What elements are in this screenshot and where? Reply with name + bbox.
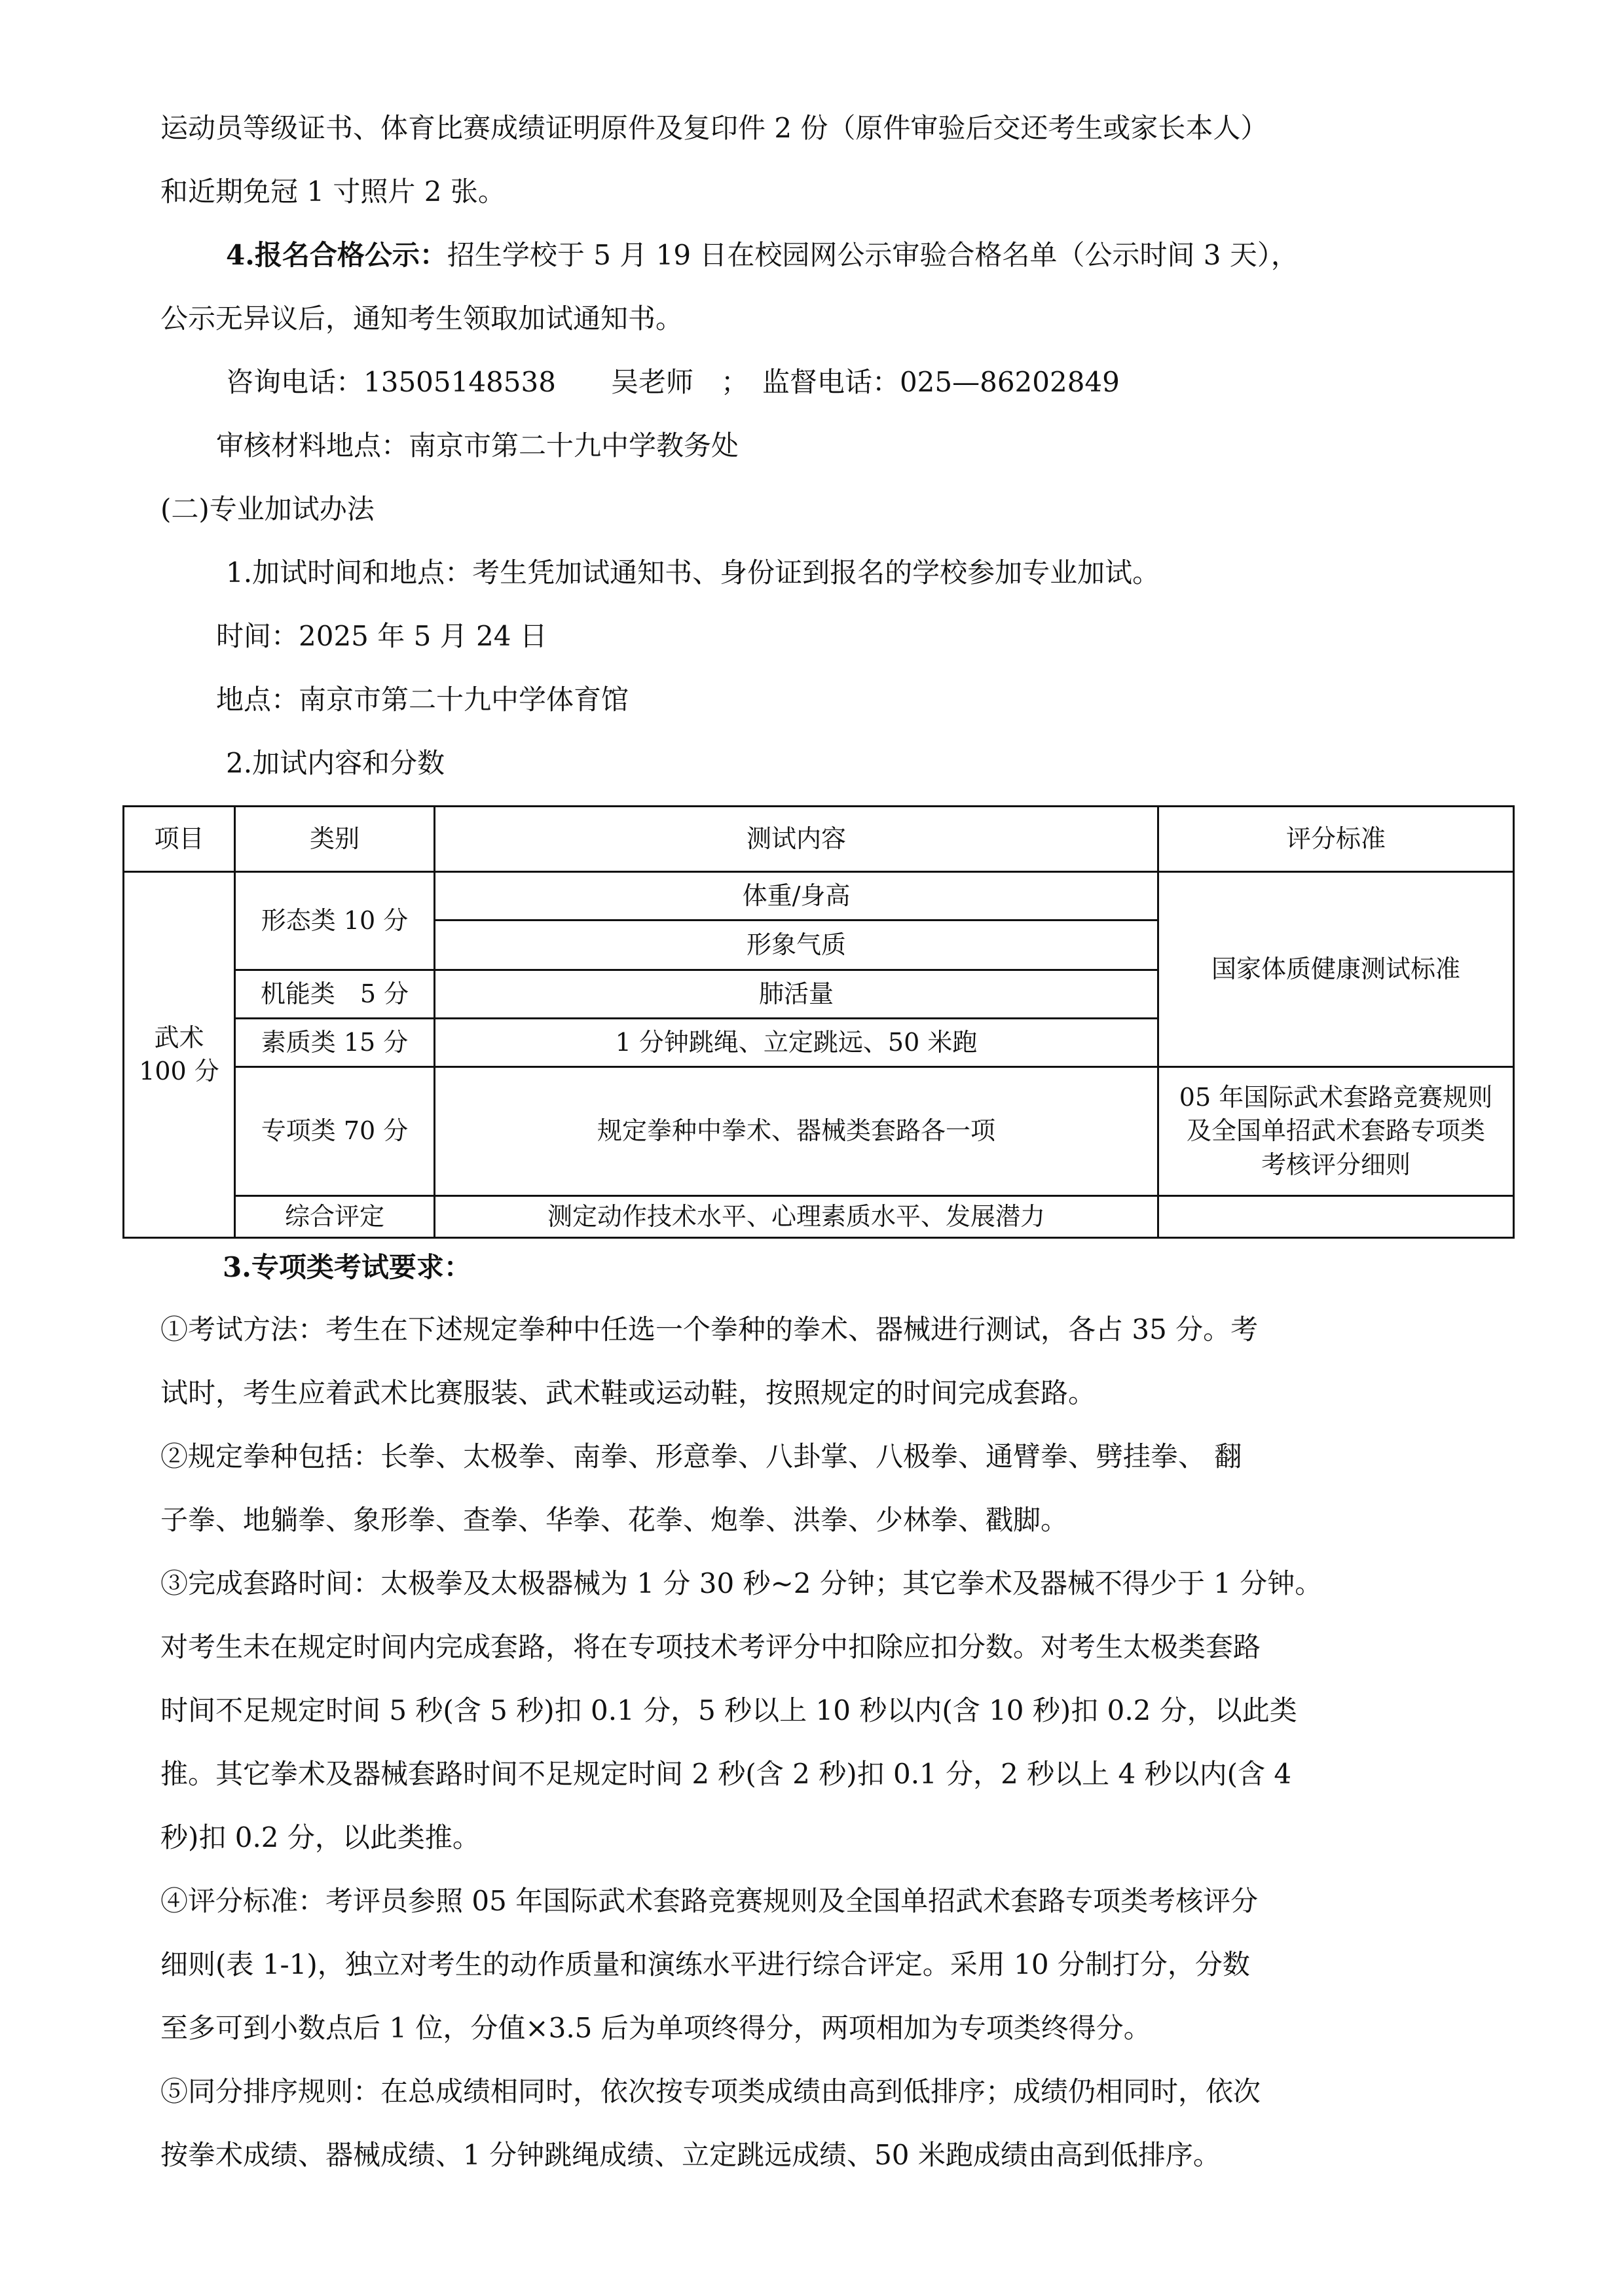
header-standard: 评分标准: [1158, 807, 1514, 872]
category-function: 机能类 5 分: [235, 970, 435, 1019]
category-overall: 综合评定: [235, 1196, 435, 1238]
item4-title: 4.报名合格公示：: [226, 239, 447, 271]
intro-line-1: 运动员等级证书、体育比赛成绩证明原件及复印件 2 份（原件审验后交还考生或家长本人）: [160, 112, 1268, 144]
item3-line: 对考生未在规定时间内完成套路，将在专项技术考评分中扣除应扣分数。对考生太极类套路: [160, 1631, 1261, 1663]
score-table: [122, 805, 1515, 1239]
item3-line: 至多可到小数点后 1 位，分值×3.5 后为单项终得分，两项相加为专项类终得分。: [160, 2012, 1151, 2044]
item3-line: 时间不足规定时间 5 秒(含 5 秒)扣 0.1 分，5 秒以上 10 秒以内(含 10 秒)扣 0.2 分，以此类: [160, 1694, 1297, 1726]
consult-phone: 咨询电话：13505148538 吴老师 ； 监督电话：025—86202849: [226, 366, 1120, 398]
item3-line: 子拳、地躺拳、象形拳、查拳、华拳、花拳、炮拳、洪拳、少林拳、戳脚。: [160, 1504, 1069, 1536]
category-special: 专项类 70 分: [235, 1067, 435, 1196]
table-row: [124, 1067, 1514, 1196]
item3-line: 试时，考生应着武术比赛服装、武术鞋或运动鞋，按照规定的时间完成套路。: [160, 1377, 1096, 1409]
item4-text-1: 招生学校于 5 月 19 日在校园网公示审验合格名单（公示时间 3 天），: [447, 239, 1299, 271]
standard-special-line-3: 考核评分细则: [1261, 1150, 1411, 1179]
category-quality: 素质类 15 分: [235, 1019, 435, 1067]
item3-line: ⑤同分排序规则：在总成绩相同时，依次按专项类成绩由高到低排序；成绩仍相同时，依次: [160, 2075, 1261, 2107]
item3-line: 秒)扣 0.2 分，以此类推。: [160, 1821, 480, 1853]
standard-special-line-1: 05 年国际武术套路竞赛规则: [1179, 1083, 1493, 1112]
section2-item1: 1.加试时间和地点：考生凭加试通知书、身份证到报名的学校参加专业加试。: [226, 556, 1160, 589]
item3-line: ④评分标准：考评员参照 05 年国际武术套路竞赛规则及全国单招武术套路专项类考核评分: [160, 1885, 1259, 1917]
table-header-row: [124, 807, 1514, 872]
exam-time: 时间：2025 年 5 月 24 日: [216, 620, 547, 652]
content-image: 形象气质: [435, 920, 1158, 970]
item3-line: 按拳术成绩、器械成绩、1 分钟跳绳成绩、立定跳远成绩、50 米跑成绩由高到低排序。: [160, 2139, 1221, 2171]
project-wushu: [124, 872, 235, 1238]
standard-special: [1158, 1067, 1514, 1196]
item3-line: ②规定拳种包括：长拳、太极拳、南拳、形意拳、八卦掌、八极拳、通臂拳、劈挂拳、 翻: [160, 1440, 1242, 1472]
standard-national: 国家体质健康测试标准: [1158, 872, 1514, 1067]
header-category: 类别: [235, 807, 435, 872]
table-row: [124, 1196, 1514, 1238]
category-form: 形态类 10 分: [235, 872, 435, 970]
review-location: 审核材料地点：南京市第二十九中学教务处: [216, 429, 739, 462]
standard-overall-empty: [1158, 1196, 1514, 1238]
item4-text-2: 公示无异议后，通知考生领取加试通知书。: [160, 302, 684, 335]
item3-line: ①考试方法：考生在下述规定拳种中任选一个拳种的拳术、器械进行测试，各占 35 分。考: [160, 1313, 1259, 1345]
item3-line: ③完成套路时间：太极拳及太极器械为 1 分 30 秒~2 分钟；其它拳术及器械不得少于 1 分钟。: [160, 1567, 1323, 1599]
item3-title: 3.专项类考试要求：: [223, 1251, 471, 1283]
header-content: 测试内容: [435, 807, 1158, 872]
project-name: 武术: [154, 1023, 204, 1052]
item3-line: 推。其它拳术及器械套路时间不足规定时间 2 秒(含 2 秒)扣 0.1 分，2 秒以上 4 秒以内(含 4: [160, 1758, 1292, 1790]
content-height-weight: 体重/身高: [435, 872, 1158, 920]
project-score: 100 分: [139, 1057, 219, 1085]
content-quality: 1 分钟跳绳、立定跳远、50 米跑: [435, 1019, 1158, 1067]
standard-special-line-2: 及全国单招武术套路专项类: [1186, 1116, 1485, 1146]
exam-place: 地点：南京市第二十九中学体育馆: [216, 683, 629, 716]
header-project: 项目: [124, 807, 235, 872]
content-lung: 肺活量: [435, 970, 1158, 1019]
item3-line: 细则(表 1-1)，独立对考生的动作质量和演练水平进行综合评定。采用 10 分制打分，分数: [160, 1948, 1250, 1980]
content-overall: 测定动作技术水平、心理素质水平、发展潜力: [435, 1196, 1158, 1238]
section2-item2: 2.加试内容和分数: [226, 747, 445, 779]
section2-heading: (二)专业加试办法: [160, 493, 375, 525]
item4-paragraph: [226, 239, 1299, 271]
table-row: [124, 872, 1514, 920]
content-special: 规定拳种中拳术、器械类套路各一项: [435, 1067, 1158, 1196]
intro-line-2: 和近期免冠 1 寸照片 2 张。: [160, 175, 506, 208]
